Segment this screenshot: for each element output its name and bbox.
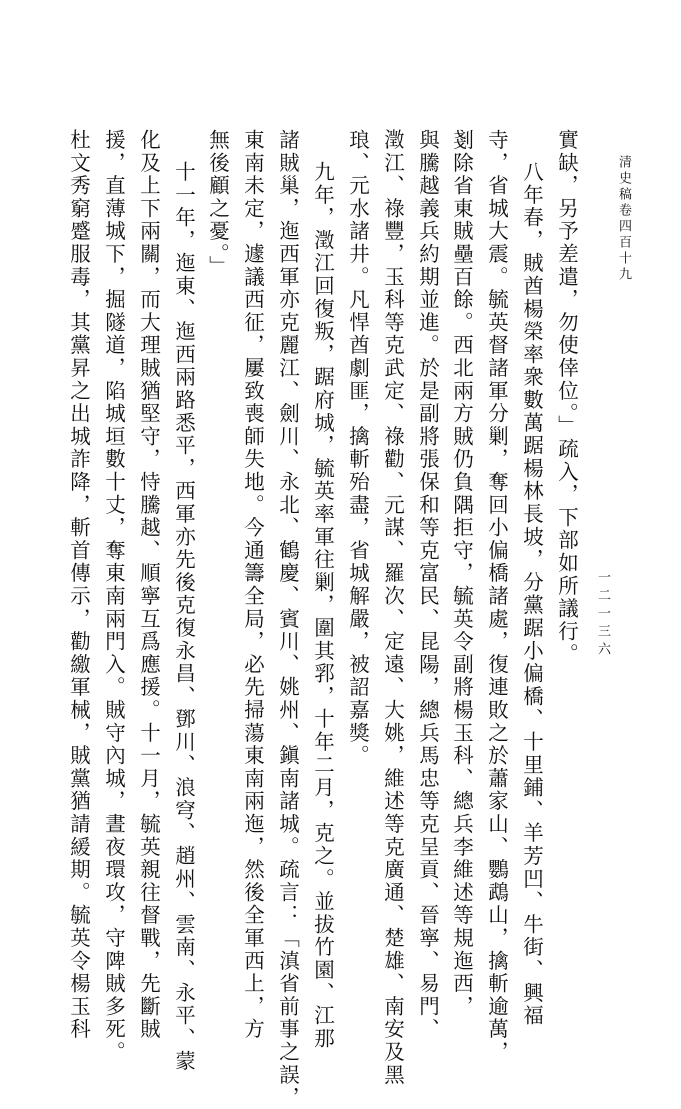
text-column: 寺，省城大震。毓英督諸軍分剿，奪回小偏橋諸處，復連敗之於蕭家山、鸚鵡山，擒斬逾萬， xyxy=(484,129,509,1064)
text-column: 八年春，賊酋楊榮率衆數萬踞楊林長坡，分黨踞小偏橋、十里鋪、羊芳凹、牛街、興福 xyxy=(519,161,544,1028)
text-column: 十一年，迤東、迤西兩路悉平，西軍亦先後克復永昌、鄧川、浪穹、趙州、雲南、永平、蒙 xyxy=(171,161,196,1073)
text-column: 東南未定，遽議西征，屢致喪師失地。今通籌全局，必先掃蕩東南兩迤，然後全軍西上，方 xyxy=(240,129,265,1041)
page-number: 一二一三六 xyxy=(595,570,610,660)
text-column: 澂江、祿豐，玉科等克武定、祿勸、元謀、羅次、定遠、大姚，維述等克廣通、楚雄、南安及黑 xyxy=(380,129,405,1087)
running-header: 清史稿卷四百十九 xyxy=(616,155,631,283)
text-column: 化及上下兩關，而大理賊猶堅守，恃騰越、順寧互爲應援。十一月，毓英親往督戰，先斷賊 xyxy=(136,129,161,1041)
text-column: 援，直薄城下，掘隧道，陷城垣數十丈，奪東南兩門入。賊守內城，晝夜環攻，守陴賊多死。 xyxy=(101,129,126,1064)
text-column: 剗除省東賊壘百餘。西北兩方賊仍負隅拒守，毓英令副將楊玉科、總兵李維述等規迤西， xyxy=(449,129,474,1019)
text-column: 無後顧之憂。」 xyxy=(205,129,230,279)
text-column: 琅、元水諸井。凡悍酋劇匪，擒斬殆盡，省城解嚴，被詔嘉獎。 xyxy=(345,129,370,768)
text-column: 與騰越義兵約期並進。於是副將張保和等克富民、昆陽，總兵馬忠等克呈貢、晉寧、易門、 xyxy=(415,129,440,1041)
text-column: 杜文秀窮蹙服毒，其黨昇之出城詐降，斬首傳示，勸繳軍械，賊黨猶請緩期。毓英令楊玉科 xyxy=(66,129,91,1041)
text-column: 九年，澂江回復叛，踞府城，毓英率軍往剿，圍其郛，十年二月，克之。並拔竹園、江那 xyxy=(310,161,335,1051)
text-column: 諸賊巢，迤西軍亦克麗江、劍川、永北、鶴慶、賓川、姚州、鎭南諸城。疏言：「滇省前事之誤， xyxy=(275,129,300,1109)
text-column: 實缺，另予差遣，勿使倖位。」疏入，下部如所議行。 xyxy=(554,129,579,666)
